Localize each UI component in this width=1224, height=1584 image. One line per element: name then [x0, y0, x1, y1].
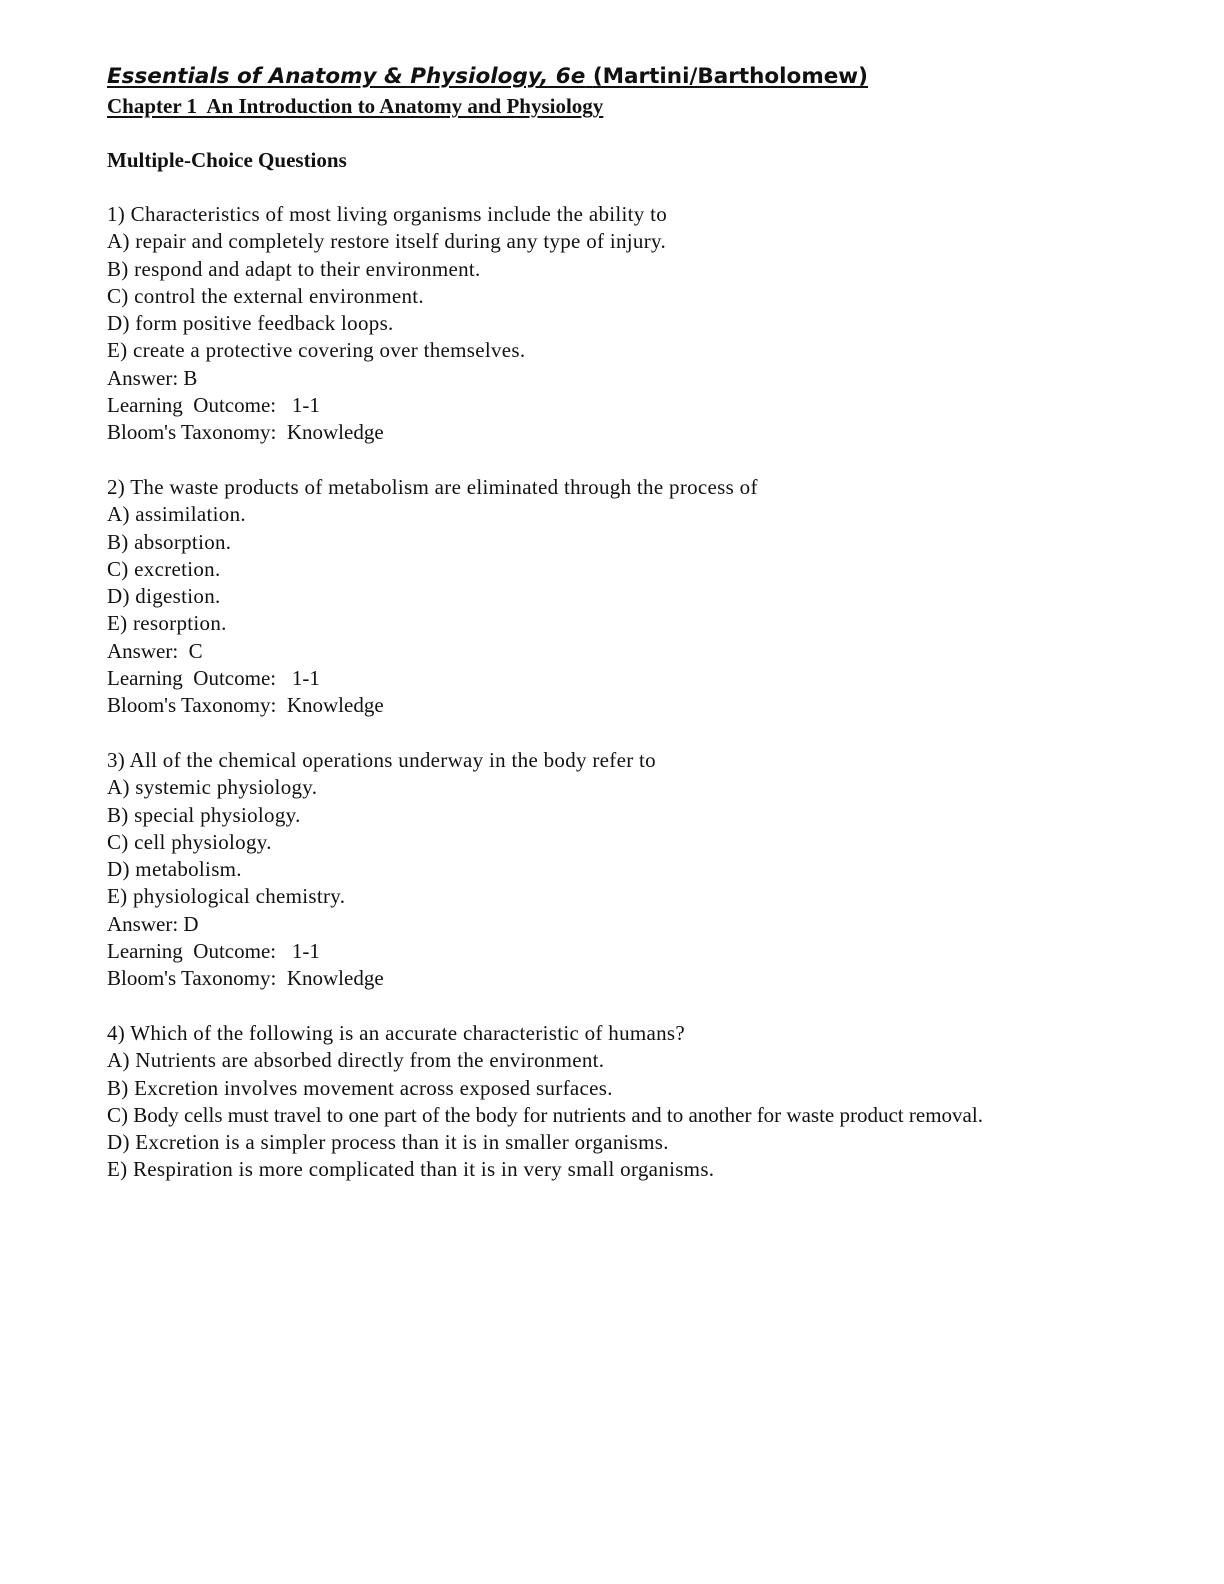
question-stem: 1) Characteristics of most living organisms include the ability to: [107, 202, 668, 226]
correct-answer: Answer: B: [107, 365, 198, 390]
answer-option-b: B) special physiology.: [107, 802, 301, 827]
correct-answer: Answer: D: [107, 911, 199, 936]
question-2: [107, 474, 1187, 720]
blooms-taxonomy: Bloom's Taxonomy: Knowledge: [107, 420, 384, 445]
answer-option-e: E) physiological chemistry.: [107, 884, 346, 909]
section-heading: Multiple-Choice Questions: [107, 148, 347, 172]
answer-option-a: A) repair and completely restore itself during any type of injury.: [107, 229, 667, 254]
answer-option-b: B) absorption.: [107, 529, 232, 554]
book-authors: (Martini/Bartholomew): [592, 64, 868, 89]
blooms-taxonomy: Bloom's Taxonomy: Knowledge: [107, 966, 384, 991]
answer-option-c: C) Body cells must travel to one part of the body for nutrients and to another for waste product removal.: [107, 1102, 983, 1127]
answer-option-b: B) respond and adapt to their environment.: [107, 256, 481, 281]
answer-option-e: E) Respiration is more complicated than it is in very small organisms.: [107, 1157, 715, 1182]
learning-outcome: Learning Outcome: 1-1: [107, 393, 320, 418]
answer-option-a: A) systemic physiology.: [107, 775, 318, 800]
answer-option-d: D) Excretion is a simpler process than it is in smaller organisms.: [107, 1130, 669, 1155]
answer-option-c: C) control the external environment.: [107, 283, 424, 308]
question-3: [107, 747, 1187, 993]
question-4: [107, 1020, 1187, 1184]
question-1: [107, 201, 1187, 447]
question-stem: 3) All of the chemical operations underway in the body refer to: [107, 747, 656, 772]
chapter-title: Chapter 1 An Introduction to Anatomy and Physiology: [107, 94, 604, 118]
document-title: [107, 62, 1187, 92]
answer-option-d: D) metabolism.: [107, 857, 242, 882]
question-stem: 2) The waste products of metabolism are eliminated through the process of: [107, 474, 758, 499]
question-stem: 4) Which of the following is an accurate characteristic of humans?: [107, 1020, 686, 1045]
answer-option-a: A) Nutrients are absorbed directly from the environment.: [107, 1048, 605, 1073]
answer-option-a: A) assimilation.: [107, 502, 246, 527]
answer-option-b: B) Excretion involves movement across exposed surfaces.: [107, 1075, 613, 1100]
blooms-taxonomy: Bloom's Taxonomy: Knowledge: [107, 693, 384, 718]
correct-answer: Answer: C: [107, 638, 203, 663]
answer-option-c: C) excretion.: [107, 556, 221, 581]
answer-option-d: D) form positive feedback loops.: [107, 311, 394, 336]
document-page: [107, 62, 1187, 1211]
answer-option-e: E) create a protective covering over themselves.: [107, 338, 526, 363]
learning-outcome: Learning Outcome: 1-1: [107, 666, 320, 691]
answer-option-c: C) cell physiology.: [107, 829, 272, 854]
answer-option-d: D) digestion.: [107, 584, 221, 609]
answer-option-e: E) resorption.: [107, 611, 227, 636]
learning-outcome: Learning Outcome: 1-1: [107, 939, 320, 964]
book-title: Essentials of Anatomy & Physiology, 6e: [107, 64, 586, 89]
